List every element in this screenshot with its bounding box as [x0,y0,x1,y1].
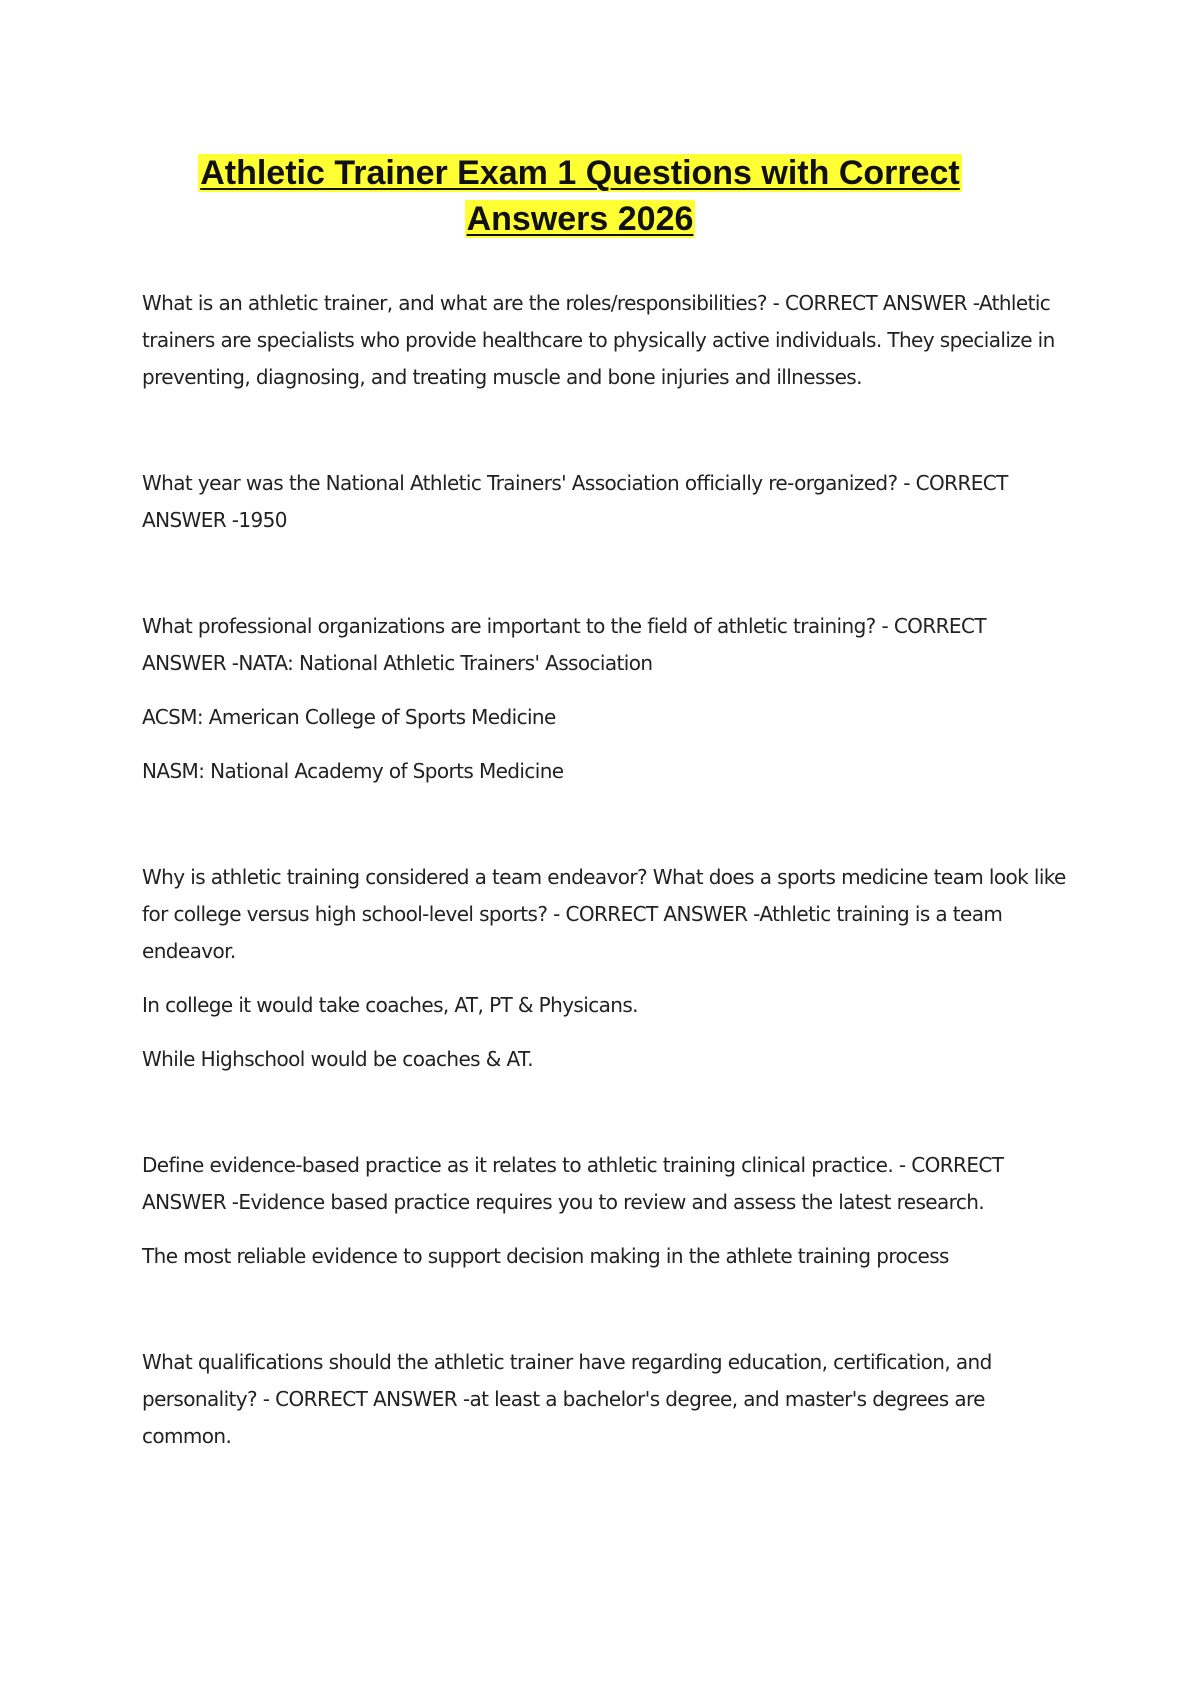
title-block [140,150,1020,242]
qa-extra-line: The most reliable evidence to support decision making in the athlete training process [142,1244,949,1268]
qa-text: What year was the National Athletic Trainers' Association officially re-organized? - CORRECT ANSWER -1950 [142,471,1008,532]
qa-item [142,465,1072,539]
qa-text: What professional organizations are important to the field of athletic training? - CORRECT ANSWER -NATA: National Athletic Trainers' Association [142,614,986,675]
qa-text: Why is athletic training considered a team endeavor? What does a sports medicine team look like for college versus high school-level sports? - CORRECT ANSWER -Athletic training is a team endeavor. [142,865,1066,963]
qa-item [142,285,1072,396]
qa-text: Define evidence-based practice as it relates to athletic training clinical practice. - CORRECT ANSWER -Evidence based practice requires you to review and assess the latest research. [142,1153,1004,1214]
document-title: Athletic Trainer Exam 1 Questions with Correct Answers 2026 [200,154,960,238]
qa-extra-line: While Highschool would be coaches & AT. [142,1047,534,1071]
qa-extra-line: ACSM: American College of Sports Medicine [142,705,556,729]
qa-extra-line: In college it would take coaches, AT, PT & Physicans. [142,993,638,1017]
qa-text: What qualifications should the athletic trainer have regarding education, certification, and personality? - CORRECT ANSWER -at least a bachelor's degree, and master's degrees are common. [142,1350,992,1448]
qa-item [142,1344,1072,1455]
qa-item [142,859,1072,1078]
qa-text: What is an athletic trainer, and what are the roles/responsibilities? - CORRECT ANSWER -Athletic trainers are specialists who provide healthcare to physically active individuals. They specialize in preventing, diagnosing, and treating muscle and bone injuries and illnesses. [142,291,1055,389]
qa-extra-line: NASM: National Academy of Sports Medicine [142,759,564,783]
qa-item [142,1147,1072,1275]
qa-list [142,285,1072,1455]
qa-item [142,608,1072,790]
